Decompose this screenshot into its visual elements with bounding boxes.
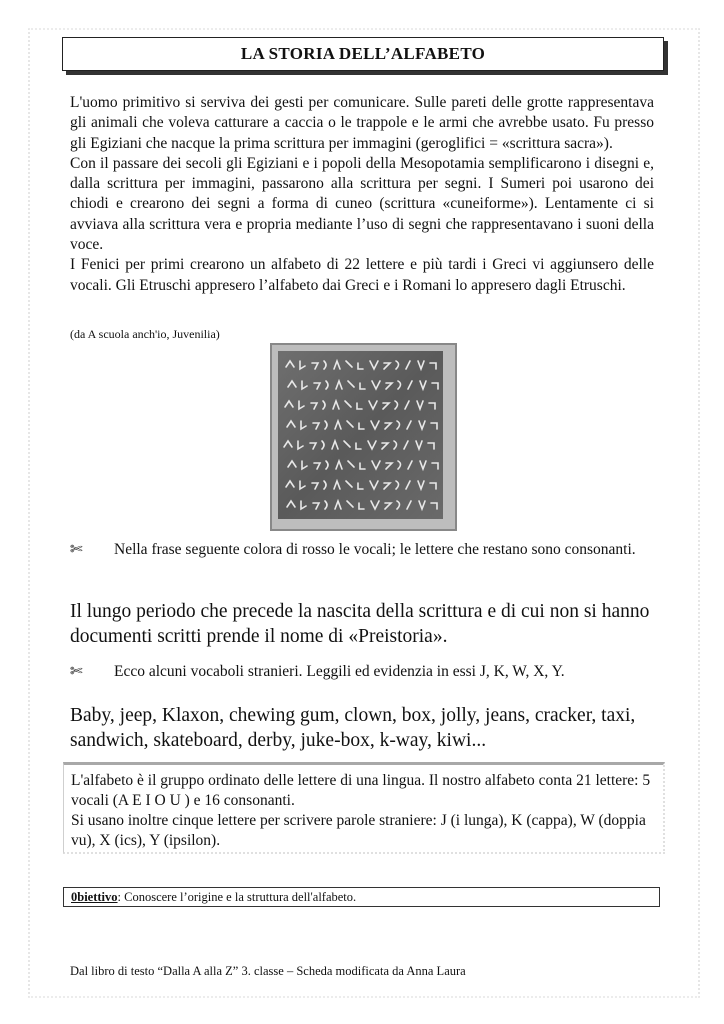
objective-label: 0biettivo [71, 890, 118, 904]
scissors-icon: ✄ [70, 542, 83, 558]
intro-text [70, 93, 654, 296]
info-paragraph: L'alfabeto è il gruppo ordinato delle lettere di una lingua. Il nostro alfabeto conta 21 lettere: 5 vocali (A E I O U ) e 16 consonanti. [71, 772, 651, 809]
objective-box [63, 887, 660, 907]
alphabet-info-box [63, 762, 665, 854]
info-paragraph: Si usano inoltre cinque lettere per scrivere parole straniere: J (i lunga), K (cappa), W (doppia vu), X (ics), Y (ipsilon). [71, 812, 646, 849]
exercise-instruction: Nella frase seguente colora di rosso le vocali; le lettere che restano sono consonanti. [114, 541, 636, 558]
intro-paragraph: I Fenici per primi crearono un alfabeto di 22 lettere e più tardi i Greci vi aggiunsero delle vocali. Gli Etruschi appresero l’alfabeto dai Greci e i Romani lo appresero dagli Etruschi. [70, 256, 654, 294]
intro-paragraph: Con il passare dei secoli gli Egiziani e i popoli della Mesopotamia semplificarono i disegni e, dalla scrittura per immagini, passarono alla scrittura per segni. I Sumeri poi usarono dei chiodi e crearono dei segni a forma di cuneo (scrittura «cuneiforme»). Lentamente ci si avviava alla scrittura vera e propria mediante l’uso di segni che rappresentavano i suoni della voce. [70, 154, 654, 254]
page-title: LA STORIA DELL’ALFABETO [62, 37, 664, 71]
scissors-icon: ✄ [70, 664, 83, 680]
exercise-1-instruction [70, 540, 654, 560]
exercise-instruction: Ecco alcuni vocaboli stranieri. Leggili ed evidenzia in essi J, K, W, X, Y. [114, 663, 565, 680]
footer-credit: Dal libro di testo “Dalla A alla Z” 3. classe – Scheda modificata da Anna Laura [70, 964, 466, 978]
source-note: (da A scuola anch'io, Juvenilia) [70, 327, 220, 341]
intro-paragraph: L'uomo primitivo si serviva dei gesti per comunicare. Sulle pareti delle grotte rappresentava gli animali che voleva catturare a caccia o le trappole e le armi che avrebbe usato. Fu presso gli Egiziani che nacque la prima scrittura per immagini (geroglifici = «scrittura sacra»). [70, 94, 654, 152]
exercise-1-sentence: Il lungo periodo che precede la nascita della scrittura e di cui non si hanno documenti scritti prende il nome di «Preistoria». [70, 601, 650, 647]
objective-text: : Conoscere l’origine e la struttura dell'alfabeto. [117, 890, 357, 904]
exercise-2-word-list: Baby, jeep, Klaxon, chewing gum, clown, box, jolly, jeans, cracker, taxi, sandwich, skateboard, derby, juke-box, k-way, kiwi... [70, 705, 636, 751]
phoenician-inscription-photo [270, 343, 457, 531]
exercise-2-instruction [70, 662, 654, 682]
